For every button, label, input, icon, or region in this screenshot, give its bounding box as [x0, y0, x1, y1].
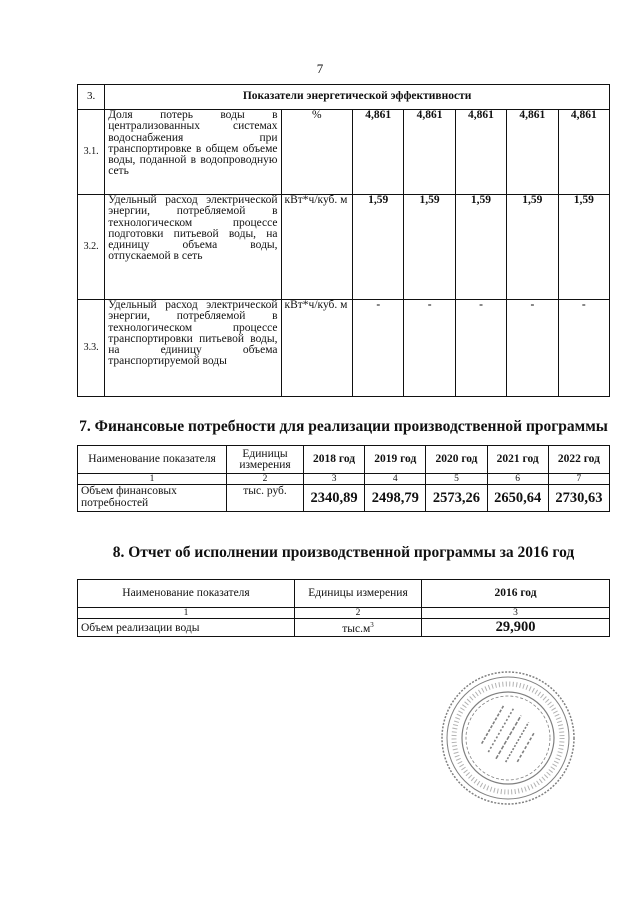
- section-7-heading: 7. Финансовые потребности для реализации производственной программы: [79, 418, 608, 435]
- table-row: [78, 110, 610, 195]
- value-cell: 1,59: [404, 195, 455, 300]
- value-cell: 2573,26: [426, 485, 487, 512]
- column-index: 7: [548, 474, 609, 485]
- col-header-year: 2020 год: [426, 446, 487, 474]
- column-index: 1: [78, 608, 295, 619]
- column-index: 5: [426, 474, 487, 485]
- column-index-row: [78, 474, 610, 485]
- indicator-description: Доля потерь воды в централизованных системах водоснабжения при транспортировке в общем объеме воды, поданной в водопроводную сеть: [105, 110, 281, 195]
- value-cell: 2498,79: [365, 485, 426, 512]
- col-header-unit: Единицы измерения: [227, 446, 304, 474]
- indicator-unit: тыс.м: [342, 622, 371, 635]
- section-header-row: [78, 85, 610, 110]
- column-index: 4: [365, 474, 426, 485]
- value-cell: -: [353, 300, 404, 397]
- row-number: 3.2.: [78, 195, 105, 300]
- row-number: 3.3.: [78, 300, 105, 397]
- table-row: [78, 300, 610, 397]
- unit-superscript: 3: [370, 620, 374, 629]
- value-cell: 29,900: [422, 619, 610, 637]
- value-cell: 1,59: [558, 195, 609, 300]
- indicator-unit-cell: [295, 619, 422, 637]
- indicator-unit: %: [281, 110, 353, 195]
- official-seal-icon: [438, 668, 578, 808]
- indicator-unit: кВт*ч/куб. м: [281, 195, 353, 300]
- indicator-description: Удельный расход электрической энергии, потребляемой в технологическом процессе подготовки питьевой воды, на единицу объема воды, отпускаемой в сеть: [105, 195, 281, 300]
- value-cell: 2730,63: [548, 485, 609, 512]
- table-row: [78, 619, 610, 637]
- col-header-year: 2016 год: [422, 580, 610, 608]
- row-number: 3.1.: [78, 110, 105, 195]
- col-header-year: 2021 год: [487, 446, 548, 474]
- column-index: 1: [78, 474, 227, 485]
- page-number: 7: [316, 61, 324, 76]
- value-cell: 4,861: [455, 110, 506, 195]
- indicator-name: Объем финансовых потребностей: [78, 485, 227, 512]
- value-cell: -: [558, 300, 609, 397]
- column-index: 2: [295, 608, 422, 619]
- column-index: 3: [303, 474, 364, 485]
- header-row: [78, 446, 610, 474]
- value-cell: 4,861: [507, 110, 558, 195]
- col-header-year: 2022 год: [548, 446, 609, 474]
- energy-efficiency-table: [77, 84, 610, 397]
- column-index: 3: [422, 608, 610, 619]
- column-index-row: [78, 608, 610, 619]
- value-cell: 4,861: [404, 110, 455, 195]
- value-cell: -: [404, 300, 455, 397]
- value-cell: 1,59: [455, 195, 506, 300]
- section-title: Показатели энергетической эффективности: [105, 85, 610, 110]
- value-cell: 1,59: [507, 195, 558, 300]
- section-number: 3.: [78, 85, 105, 110]
- financial-needs-table: [77, 445, 610, 512]
- col-header-year: 2019 год: [365, 446, 426, 474]
- indicator-description: Удельный расход электрической энергии, потребляемой в технологическом процессе транспортировки питьевой воды, на единицу объема транспортируемой воды: [105, 300, 281, 397]
- value-cell: 4,861: [353, 110, 404, 195]
- indicator-unit: кВт*ч/куб. м: [281, 300, 353, 397]
- col-header-name: Наименование показателя: [78, 446, 227, 474]
- program-report-table: [77, 579, 610, 637]
- value-cell: -: [455, 300, 506, 397]
- column-index: 6: [487, 474, 548, 485]
- indicator-name: Объем реализации воды: [78, 619, 295, 637]
- value-cell: -: [507, 300, 558, 397]
- col-header-unit: Единицы измерения: [295, 580, 422, 608]
- value-cell: 1,59: [353, 195, 404, 300]
- value-cell: 2650,64: [487, 485, 548, 512]
- header-row: [78, 580, 610, 608]
- table-row: [78, 485, 610, 512]
- value-cell: 2340,89: [303, 485, 364, 512]
- table-row: [78, 195, 610, 300]
- section-8-heading: 8. Отчет об исполнении производственной программы за 2016 год: [112, 544, 575, 561]
- value-cell: 4,861: [558, 110, 609, 195]
- col-header-year: 2018 год: [303, 446, 364, 474]
- column-index: 2: [227, 474, 304, 485]
- indicator-unit: тыс. руб.: [227, 485, 304, 512]
- col-header-name: Наименование показателя: [78, 580, 295, 608]
